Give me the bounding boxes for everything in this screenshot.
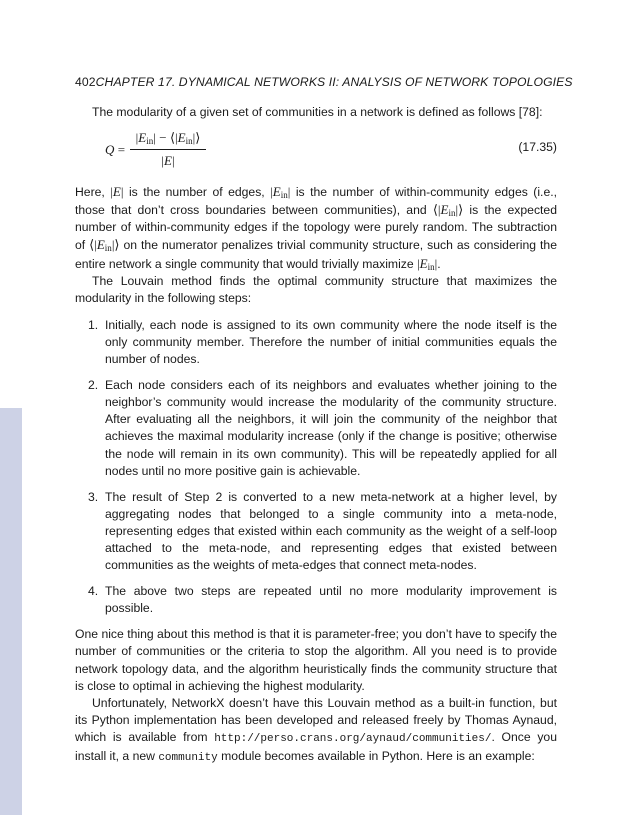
list-item: 4. The above two steps are repeated until no more modularity improvement is possible. (88, 584, 557, 616)
page-content (75, 74, 573, 767)
community-url: http://perso.crans.org/aynaud/communities/ (214, 732, 492, 745)
louvain-paragraph: The Louvain method finds the optimal community structure that maximizes the modularity in the following steps: (75, 273, 557, 305)
equation-lhs: Q = (105, 142, 126, 158)
equation-number: (17.35) (518, 140, 557, 155)
parameter-free-paragraph: One nice thing about this method is that it is parameter-free; you don’t have to specify the number of communities or the criteria to stop the algorithm. All you need is to provide network topology data, and the algorithm heuristically finds the community structure that is close to optimal in achieving the highest modularity. (75, 627, 557, 693)
module-name: community (158, 752, 218, 764)
page-number: 402 (75, 75, 96, 89)
equation-fraction (130, 129, 206, 170)
definition-paragraph: Here, |E| is the number of edges, $|E_{in}|$ is the number of within-community edges (i.e., those that don’t cross boundaries between communities), and $⟨|E_{in}|⟩$ is the expected number of within-community edges if the topology were purely random. The subtraction of $⟨|E_{in}|⟩$ on the numerator penalizes trivial community structure, such as considering the entire network a single community that would trivially maximize $|E_{in}|$. (75, 184, 557, 272)
fraction-numerator: $|E_{in}|$ − $⟨|E_{in}|⟩$ (130, 129, 206, 150)
louvain-steps-list (75, 317, 557, 618)
running-header (75, 74, 573, 91)
list-item: 1. Initially, each node is assigned to its own community where the node itself is the only community member. Therefore the number of initial communities equals the number of nodes. (88, 317, 557, 367)
fraction-denominator: |E| (161, 153, 175, 169)
list-item: 2. Each node considers each of its neighbors and evaluates whether joining to the neighbor’s community would increase the modularity of the community structure. After evaluating all the neighbors, it will join the community of the neighbor that achieves the maximal modularity increase (only if the change is positive; otherwise the node will remain in its own community). This will be repeatedly applied for all nodes until no more positive gain is achievable. (88, 378, 557, 478)
intro-paragraph: The modularity of a given set of communities in a network is defined as follows [78]: (92, 105, 543, 120)
list-item: 3. The result of Step 2 is converted to a new meta-network at a higher level, by aggregating nodes that belonged to a single community into a meta-node, representing edges that existed within each community as the weight of a self-loop attached to the meta-node, and representing edges that existed between communities as the weights of meta-edges that connect meta-nodes. (88, 489, 557, 573)
page-edge-strip (0, 408, 22, 815)
modularity-equation (75, 129, 557, 173)
networkx-paragraph: Unfortunately, NetworkX doesn’t have this Louvain method as a built-in function, but its Python implementation has been developed and released freely by Thomas Aynaud, which is available from http://perso.crans.org/aynaud/communities/. Once you install it, a new community module becomes available in Python. Here is an example: (75, 695, 557, 764)
chapter-title: CHAPTER 17. DYNAMICAL NETWORKS II: ANALYSIS OF NETWORK TOPOLOGIES (95, 75, 573, 89)
